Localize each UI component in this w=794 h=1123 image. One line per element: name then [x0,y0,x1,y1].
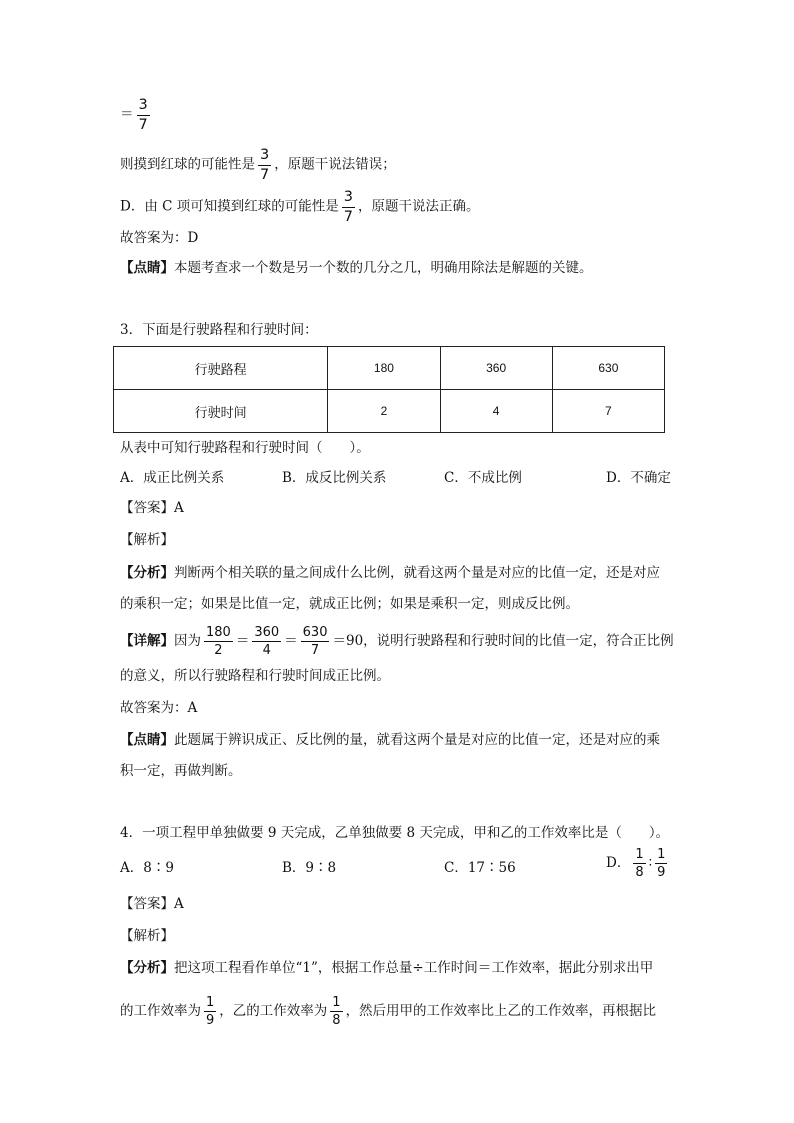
q3-fenxi-line1: 【分析】判断两个相关联的量之间成什么比例，就看这两个量是对应的比值一定，还是对应 [120,565,660,581]
dianjing-tag: 【点睛】 [120,260,174,276]
fraction: $\frac{180}{2}$ [206,625,231,658]
option-c-explanation: 则摸到红球的可能性是 $\frac{3}{7}$ ，原题干说法错误； [120,147,396,183]
fraction: $\frac{1}{8}$ [332,995,341,1028]
fraction: $\frac{3}{7}$ [138,97,148,133]
q3-dianjing-line2: 积一定，再做判断。 [120,763,242,779]
q3-fenxi-line2: 的乘积一定；如果是比值一定，就成正比例；如果是乘积一定，则成反比例。 [120,596,579,612]
dianjing-note: 【点睛】本题考查求一个数是另一个数的几分之几，明确用除法是解题的关键。 [120,260,593,276]
table-cell: 7 [552,390,664,433]
table-cell: 2 [328,390,440,433]
table-cell: 180 [328,347,440,390]
q3-jiexi: 【解析】 [120,532,174,548]
q3-xiangjie-line1: 【详解】因为 $\frac{180}{2}$ ＝ $\frac{360}{4}$ ＝ $\frac{630}{7}$ ＝90，说明行驶路程和行驶时间的比值一定，符合正比例 [120,625,674,658]
fraction: $\frac{360}{4}$ [254,625,280,658]
table-cell: 360 [440,347,552,390]
q3-dianjing-line1: 【点睛】此题属于辨识成正、反比例的量，就看这两个量是对应的比值一定，还是对应的乘 [120,732,660,748]
q3-option-b: B．成反比例关系 [282,470,387,486]
q4-fenxi-line1: 【分析】把这项工程看作单位“1”，根据工作总量÷工作时间＝工作效率，据此分别求出甲 [120,960,654,976]
xiangjie-tag: 【详解】 [120,633,174,649]
fraction: $\frac{1}{8}$ [635,847,644,880]
answer-line: 故答案为：D [120,230,199,246]
q3-option-a: A．成正比例关系 [120,470,225,486]
q4-fenxi-line2: 的工作效率为 $\frac{1}{9}$ ，乙的工作效率为 $\frac{1}{8}$ ，然后用甲的工作效率比上乙的工作效率，再根据比 [120,995,657,1028]
equation-line [120,98,153,132]
q4-option-a: A．8∶9 [120,860,174,876]
q3-option-c: C．不成比例 [444,470,522,486]
q4-jiexi: 【解析】 [120,928,174,944]
fenxi-tag: 【分析】 [120,565,174,581]
q4-answer: 【答案】A [120,896,184,912]
fenxi-tag: 【分析】 [120,960,174,976]
q4-option-d: D． $\frac{1}{8}$ ∶ $\frac{1}{9}$ [606,847,666,880]
table-row [114,347,665,390]
table-cell: 630 [552,347,664,390]
q4-question: 4．一项工程甲单独做要 9 天完成，乙单独做要 8 天完成，甲和乙的工作效率比是（ ）。 [120,825,670,841]
q3-data-table [113,346,665,433]
q3-stem: 从表中可知行驶路程和行驶时间（ ）。 [120,440,370,456]
fraction: $\frac{3}{7}$ [260,147,270,183]
table-cell: 行驶时间 [114,390,328,433]
table-cell: 行驶路程 [114,347,328,390]
q4-option-b: B．9∶8 [282,860,337,876]
dianjing-tag: 【点睛】 [120,732,174,748]
q3-xiangjie-line2: 的意义，所以行驶路程和行驶时间成正比例。 [120,668,390,684]
q3-option-d: D．不确定 [606,470,671,486]
equals-sign: ＝ [120,106,134,123]
fraction: $\frac{630}{7}$ [302,625,328,658]
fraction: $\frac{1}{9}$ [206,995,215,1028]
q3-question: 3．下面是行驶路程和行驶时间： [120,322,318,338]
option-d-explanation: D．由 C 项可知摸到红球的可能性是 $\frac{3}{7}$ ，原题干说法正确。 [120,189,480,225]
table-row [114,390,665,433]
q4-option-c: C．17∶56 [444,860,516,876]
q3-answer: 【答案】A [120,500,184,516]
table-cell: 4 [440,390,552,433]
fraction: $\frac{1}{9}$ [657,847,666,880]
fraction: $\frac{3}{7}$ [343,189,353,225]
q3-final-answer: 故答案为：A [120,700,198,716]
